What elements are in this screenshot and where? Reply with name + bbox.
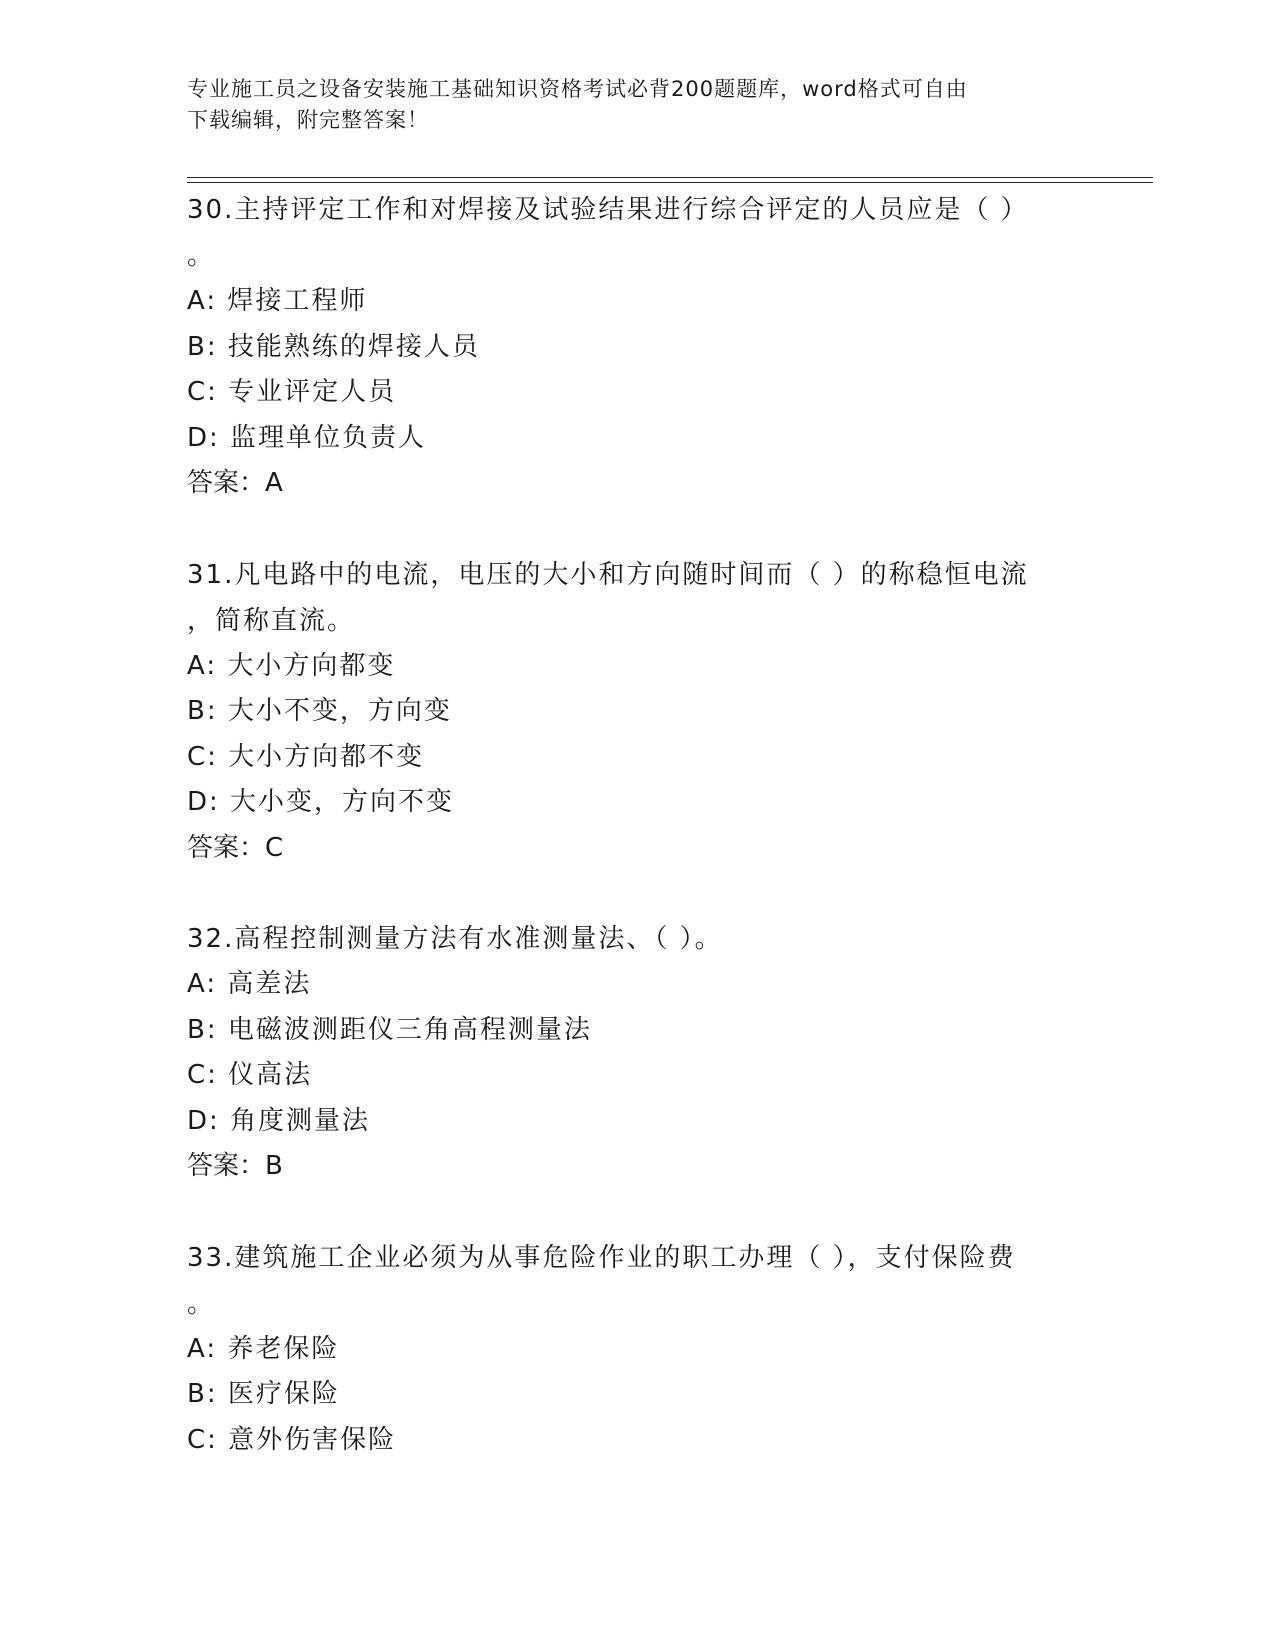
header-divider-bottom <box>187 182 1153 183</box>
question-stem-continued: 。 <box>187 241 216 271</box>
question-stem: 32.高程控制测量方法有水准测量法、（ ）。 <box>187 924 723 954</box>
option-a: A: 养老保险 <box>187 1333 340 1364</box>
option-d: D: 大小变，方向不变 <box>187 787 455 817</box>
header-divider-top <box>187 177 1153 178</box>
option-b: B: 医疗保险 <box>187 1379 340 1409</box>
option-c: C: 大小方向都不变 <box>187 741 425 772</box>
option-a: A: 大小方向都变 <box>187 650 396 681</box>
option-c: C: 仪高法 <box>187 1060 313 1090</box>
question-stem: 30.主持评定工作和对焊接及试验结果进行综合评定的人员应是（ ） <box>187 195 1029 225</box>
question-stem-continued: 。 <box>187 1288 216 1319</box>
option-b: B: 技能熟练的焊接人员 <box>187 331 480 362</box>
question-stem: 31.凡电路中的电流，电压的大小和方向随时间而（ ）的称稳恒电流 <box>187 559 1029 590</box>
answer: 答案：A <box>187 468 283 498</box>
question-stem: 33.建筑施工企业必须为从事危险作业的职工办理（ ），支付保险费 <box>187 1242 1016 1273</box>
option-b: B: 电磁波测距仪三角高程测量法 <box>187 1014 592 1045</box>
header-line-2: 下载编辑，附完整答案！ <box>187 108 429 132</box>
option-c: C: 专业评定人员 <box>187 377 397 407</box>
answer: 答案：C <box>187 832 284 863</box>
question-30 <box>187 187 1067 507</box>
option-c: C: 意外伤害保险 <box>187 1424 397 1455</box>
question-list <box>187 187 1067 1463</box>
document-header <box>187 74 1067 136</box>
question-33 <box>187 1235 1067 1464</box>
answer: 答案：B <box>187 1151 283 1181</box>
question-32 <box>187 916 1067 1190</box>
option-b: B: 大小不变，方向变 <box>187 696 452 726</box>
option-a: A: 高差法 <box>187 969 312 999</box>
option-d: D: 角度测量法 <box>187 1105 371 1136</box>
option-d: D: 监理单位负责人 <box>187 422 427 453</box>
option-a: A: 焊接工程师 <box>187 286 368 316</box>
header-line-1: 专业施工员之设备安装施工基础知识资格考试必背200题题库，word格式可自由 <box>187 77 968 101</box>
question-31 <box>187 552 1067 872</box>
question-stem-continued: ，简称直流。 <box>187 605 356 636</box>
